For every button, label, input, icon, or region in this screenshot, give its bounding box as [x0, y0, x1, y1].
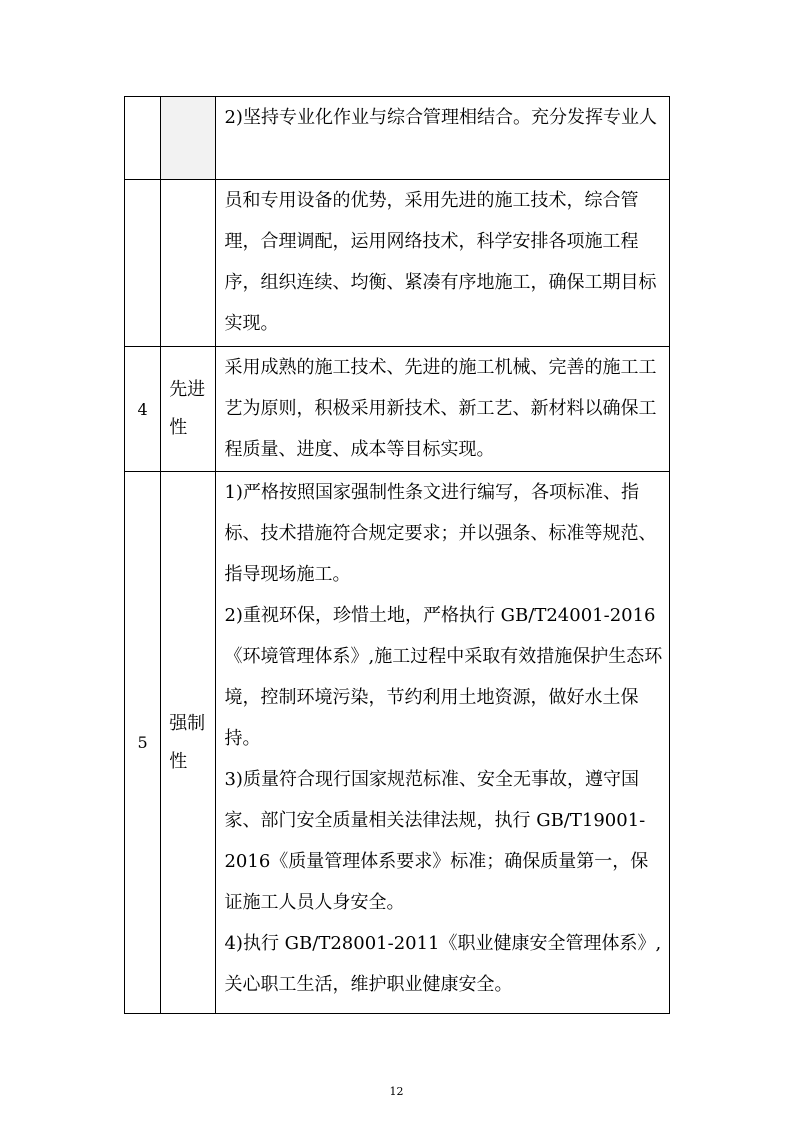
row-content-cell [216, 97, 670, 180]
row-number-cell: 5 [125, 472, 161, 1014]
page-number: 12 [389, 1085, 404, 1098]
content-paragraph: 采用成熟的施工技术、先进的施工机械、完善的施工工艺为原则，积极采用新技术、新工艺、新材料以确保工程质量、进度、成本等目标实现。 [224, 357, 657, 460]
content-paragraph: 3)质量符合现行国家规范标准、安全无事故，遵守国家、部门安全质量相关法律法规，执行 GB/T19001-2016《质量管理体系要求》标准；确保质量第一，保证施工人员人身安全。 [224, 769, 649, 913]
content-paragraph: 4)执行 GB/T28001-2011《职业健康安全管理体系》,关心职工生活，维护职业健康安全。 [224, 933, 662, 995]
row-name-cell: 先进性 [161, 347, 216, 472]
row-name-cell: 强制性 [161, 472, 216, 1014]
table-row [125, 347, 670, 472]
content-paragraph: 1)严格按照国家强制性条文进行编写，各项标准、指标、技术措施符合规定要求；并以强条、标准等规范、指导现场施工。 [224, 482, 657, 585]
content-paragraph: 2)重视环保，珍惜土地，严格执行 GB/T24001-2016《环境管理体系》,施工过程中采取有效措施保护生态环境，控制环境污染，节约利用土地资源，做好水土保持。 [224, 605, 663, 749]
table-row [125, 180, 670, 347]
row-name-cell [161, 97, 216, 180]
row-number-cell [125, 180, 161, 347]
content-paragraph: 员和专用设备的优势，采用先进的施工技术，综合管理，合理调配，运用网络技术，科学安排各项施工程序，组织连续、均衡、紧凑有序地施工，确保工期目标实现。 [224, 190, 657, 334]
content-paragraph: 2)坚持专业化作业与综合管理相结合。充分发挥专业人 [224, 107, 657, 128]
row-content-cell [216, 347, 670, 472]
row-name-cell [161, 180, 216, 347]
row-content-cell [216, 472, 670, 1014]
table-row [125, 97, 670, 180]
row-content-cell [216, 180, 670, 347]
row-number-cell [125, 97, 161, 180]
requirements-table [124, 96, 670, 1014]
row-number-cell: 4 [125, 347, 161, 472]
table-row [125, 472, 670, 1014]
